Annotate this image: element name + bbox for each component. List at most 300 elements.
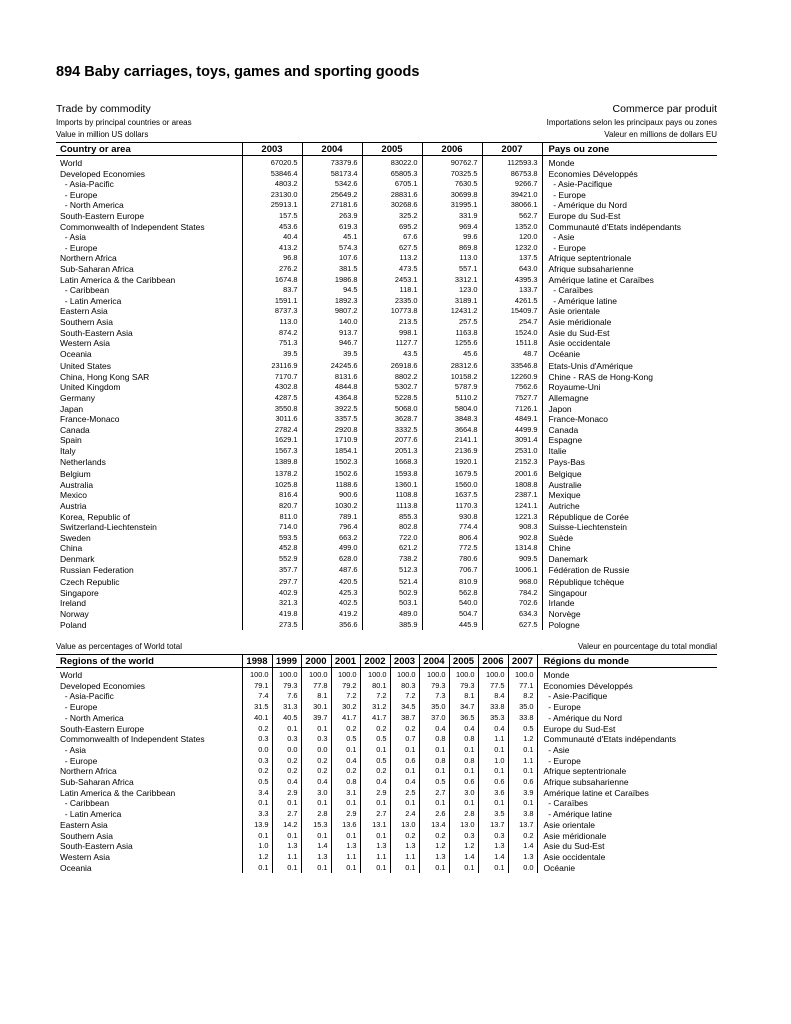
- value-cell: 4287.5: [242, 393, 302, 404]
- row-label-en: Sweden: [60, 532, 91, 543]
- value-cell: 41.7: [331, 713, 360, 724]
- value-cell: 930.8: [422, 512, 482, 523]
- value-cell: 969.4: [422, 222, 482, 233]
- value-cell: 0.1: [301, 724, 331, 735]
- row-label-fr: Communauté d'Etats indépendants: [542, 222, 717, 233]
- value-cell: 118.1: [362, 285, 422, 296]
- value-cell: 452.8: [242, 543, 302, 554]
- row-label-en: South-Eastern Asia: [60, 841, 133, 852]
- value-cell: 0.4: [419, 724, 449, 735]
- value-cell: 2.9: [272, 788, 301, 799]
- value-cell: 7630.5: [422, 179, 482, 190]
- year-column-header: 2004: [302, 143, 362, 156]
- table-row: [56, 713, 717, 724]
- value-cell: 12260.9: [482, 372, 542, 383]
- row-label-en: Western Asia: [60, 338, 110, 349]
- value-cell: 77.1: [508, 681, 537, 692]
- table-row: [56, 222, 717, 233]
- value-cell: 802.8: [362, 522, 422, 533]
- value-cell: 0.1: [508, 745, 537, 756]
- value-cell: 0.1: [390, 745, 419, 756]
- value-cell: 3.0: [449, 788, 478, 799]
- value-cell: 425.3: [302, 588, 362, 599]
- value-cell: 552.9: [242, 554, 302, 565]
- value-cell: 0.4: [331, 756, 360, 767]
- row-label-fr: Irlande: [542, 598, 717, 609]
- row-label-en: Sub-Saharan Africa: [60, 777, 134, 788]
- value-cell: 2.8: [449, 809, 478, 820]
- table-row: [56, 264, 717, 275]
- row-label-en: Developed Economies: [60, 168, 146, 179]
- value-cell: 100.0: [301, 668, 331, 681]
- value-cell: 0.1: [419, 745, 449, 756]
- value-cell: 1.2: [242, 852, 272, 863]
- value-cell: 276.2: [242, 264, 302, 275]
- value-cell: 3332.5: [362, 425, 422, 436]
- value-cell: 473.5: [362, 264, 422, 275]
- value-cell: 0.1: [419, 863, 449, 874]
- value-cell: 67020.5: [242, 156, 302, 169]
- value-cell: 23130.0: [242, 190, 302, 201]
- value-cell: 512.3: [362, 565, 422, 576]
- value-cell: 140.0: [302, 317, 362, 328]
- value-cell: 0.1: [272, 831, 301, 842]
- value-cell: 908.3: [482, 522, 542, 533]
- value-cell: 1.2: [419, 841, 449, 852]
- table-row: [56, 512, 717, 523]
- value-cell: 1.4: [449, 852, 478, 863]
- value-cell: 0.0: [508, 863, 537, 874]
- value-cell: 96.8: [242, 253, 302, 264]
- year-column-header: 2006: [422, 143, 482, 156]
- value-cell: 5110.2: [422, 393, 482, 404]
- value-cell: 0.2: [360, 724, 390, 735]
- table-header-row: [56, 143, 717, 156]
- table-row: [56, 232, 717, 243]
- row-label-fr: - Asie: [537, 745, 717, 756]
- value-cell: 1629.1: [242, 435, 302, 446]
- table-row: [56, 328, 717, 339]
- value-cell: 3550.8: [242, 404, 302, 415]
- value-cell: 0.5: [242, 777, 272, 788]
- value-cell: 2.6: [419, 809, 449, 820]
- value-cell: 13.7: [478, 820, 508, 831]
- value-cell: 0.5: [360, 734, 390, 745]
- value-cell: 1560.0: [422, 480, 482, 491]
- row-label-en: Singapore: [60, 587, 99, 598]
- row-label-fr: Espagne: [542, 435, 717, 446]
- value-cell: 257.5: [422, 317, 482, 328]
- value-cell: 0.1: [478, 863, 508, 874]
- value-cell: 38.7: [390, 713, 419, 724]
- value-cell: 574.3: [302, 243, 362, 254]
- value-cell: 946.7: [302, 338, 362, 349]
- value-cell: 0.1: [390, 766, 419, 777]
- value-cell: 714.0: [242, 522, 302, 533]
- row-label-fr: - Europe: [542, 190, 717, 201]
- value-cell: 28831.6: [362, 190, 422, 201]
- row-label-en: - Asia-Pacific: [60, 179, 114, 190]
- row-label-fr: Asie occidentale: [542, 338, 717, 349]
- value-cell: 30.2: [331, 702, 360, 713]
- value-cell: 0.4: [478, 724, 508, 735]
- value-cell: 453.6: [242, 222, 302, 233]
- value-cell: 820.7: [242, 501, 302, 512]
- value-cell: 3922.5: [302, 404, 362, 415]
- value-cell: 8737.3: [242, 306, 302, 317]
- value-cell: 774.4: [422, 522, 482, 533]
- value-cell: 2531.0: [482, 446, 542, 457]
- row-label-en: Spain: [60, 435, 82, 446]
- value-cell: 796.4: [302, 522, 362, 533]
- value-cell: 900.6: [302, 490, 362, 501]
- table-row: [56, 620, 717, 631]
- value-cell: 634.3: [482, 609, 542, 620]
- row-label-fr: Chine - RAS de Hong-Kong: [542, 372, 717, 383]
- value-cell: 1113.8: [362, 501, 422, 512]
- row-label-en: Commonwealth of Independent States: [60, 734, 205, 745]
- value-cell: 4364.8: [302, 393, 362, 404]
- row-label-en: - Europe: [60, 702, 98, 713]
- value-cell: 79.3: [449, 681, 478, 692]
- value-cell: 4803.2: [242, 179, 302, 190]
- value-cell: 0.7: [390, 734, 419, 745]
- table-row: [56, 565, 717, 576]
- row-label-en: Western Asia: [60, 851, 110, 862]
- value-cell: 0.1: [478, 766, 508, 777]
- row-label-fr: Asie occidentale: [537, 852, 717, 863]
- table-row: [56, 285, 717, 296]
- row-label-en: Commonwealth of Independent States: [60, 221, 205, 232]
- value-cell: 13.9: [242, 820, 272, 831]
- value-cell: 43.5: [362, 349, 422, 360]
- value-cell: 3628.7: [362, 414, 422, 425]
- table-row: [56, 393, 717, 404]
- value-cell: 0.1: [390, 863, 419, 874]
- value-cell: 100.0: [390, 668, 419, 681]
- value-cell: 36.5: [449, 713, 478, 724]
- row-label-fr: Suède: [542, 533, 717, 544]
- table-row: [56, 575, 717, 588]
- value-cell: 0.1: [242, 798, 272, 809]
- value-cell: 100.0: [360, 668, 390, 681]
- value-cell: 45.6: [422, 349, 482, 360]
- value-cell: 1.4: [301, 841, 331, 852]
- row-label-en: World: [60, 670, 83, 680]
- country-column-header: Country or area: [56, 143, 242, 156]
- value-cell: 1.1: [390, 852, 419, 863]
- value-cell: 4395.3: [482, 275, 542, 286]
- value-cell: 487.6: [302, 565, 362, 576]
- row-label-en: United States: [60, 361, 112, 372]
- table-row: [56, 243, 717, 254]
- value-cell: 0.2: [331, 724, 360, 735]
- value-cell: 1567.3: [242, 446, 302, 457]
- value-cell: 1163.8: [422, 328, 482, 339]
- value-cell: 213.5: [362, 317, 422, 328]
- table-row: [56, 480, 717, 491]
- row-label-en: Canada: [60, 424, 90, 435]
- row-label-en: Germany: [60, 393, 95, 404]
- value-cell: 1808.8: [482, 480, 542, 491]
- value-cell: 0.1: [449, 798, 478, 809]
- value-cell: 35.3: [478, 713, 508, 724]
- value-cell: 34.7: [449, 702, 478, 713]
- row-label-en: - Latin America: [60, 295, 122, 306]
- value-cell: 419.8: [242, 609, 302, 620]
- row-label-en: China: [60, 543, 83, 554]
- value-cell: 1710.9: [302, 435, 362, 446]
- value-cell: 1221.3: [482, 512, 542, 523]
- value-cell: 0.1: [508, 766, 537, 777]
- value-cell: 0.4: [301, 777, 331, 788]
- value-cell: 968.0: [482, 575, 542, 588]
- value-cell: 0.4: [449, 724, 478, 735]
- value-cell: 3.4: [242, 788, 272, 799]
- value-cell: 381.5: [302, 264, 362, 275]
- value-cell: 113.2: [362, 253, 422, 264]
- value-cell: 13.0: [390, 820, 419, 831]
- row-label-en: Northern Africa: [60, 253, 117, 264]
- value-cell: 77.5: [478, 681, 508, 692]
- value-cell: 7.3: [419, 691, 449, 702]
- row-label-en: - Asia: [60, 744, 86, 755]
- table-row: [56, 691, 717, 702]
- table-header-row: [56, 655, 717, 668]
- row-label-en: Latin America & the Caribbean: [60, 274, 176, 285]
- value-cell: 7.2: [331, 691, 360, 702]
- value-cell: 0.1: [272, 724, 301, 735]
- value-cell: 133.7: [482, 285, 542, 296]
- value-cell: 1241.1: [482, 501, 542, 512]
- year-column-header: 2003: [242, 143, 302, 156]
- table-row: [56, 745, 717, 756]
- value-cell: 1.1: [331, 852, 360, 863]
- value-cell: 40.1: [242, 713, 272, 724]
- value-cell: 3189.1: [422, 296, 482, 307]
- value-cell: 562.7: [482, 211, 542, 222]
- value-cell: 772.5: [422, 543, 482, 554]
- value-cell: 33.8: [508, 713, 537, 724]
- row-label-fr: - Caraïbes: [537, 798, 717, 809]
- value-cell: 7.6: [272, 691, 301, 702]
- value-cell: 0.2: [272, 766, 301, 777]
- value-cell: 41.7: [360, 713, 390, 724]
- value-cell: 1389.8: [242, 457, 302, 468]
- value-cell: 695.2: [362, 222, 422, 233]
- value-cell: 79.3: [272, 681, 301, 692]
- value-cell: 663.2: [302, 533, 362, 544]
- value-cell: 25913.1: [242, 200, 302, 211]
- value-cell: 31.5: [242, 702, 272, 713]
- value-cell: 13.0: [449, 820, 478, 831]
- value-cell: 1674.8: [242, 275, 302, 286]
- value-cell: 1.3: [331, 841, 360, 852]
- value-cell: 107.6: [302, 253, 362, 264]
- year-column-header: 2006: [478, 655, 508, 668]
- value-cell: 2920.8: [302, 425, 362, 436]
- row-label-fr: Norvège: [542, 609, 717, 620]
- value-cell: 31.2: [360, 702, 390, 713]
- value-cell: 1637.5: [422, 490, 482, 501]
- value-cell: 58173.4: [302, 169, 362, 180]
- value-cell: 113.0: [242, 317, 302, 328]
- row-label-fr: Autriche: [542, 501, 717, 512]
- value-cell: 2.5: [390, 788, 419, 799]
- value-cell: 6705.1: [362, 179, 422, 190]
- value-cell: 30.1: [301, 702, 331, 713]
- value-cell: 83.7: [242, 285, 302, 296]
- table-row: [56, 852, 717, 863]
- row-label-fr: Asie orientale: [542, 306, 717, 317]
- value-cell: 1127.7: [362, 338, 422, 349]
- value-cell: 0.2: [331, 766, 360, 777]
- value-cell: 1.3: [508, 852, 537, 863]
- row-label-en: - Europe: [60, 755, 98, 766]
- value-cell: 0.1: [360, 831, 390, 842]
- value-cell: 593.5: [242, 533, 302, 544]
- value-cell: 2.7: [272, 809, 301, 820]
- value-cell: 7.4: [242, 691, 272, 702]
- value-cell: 24245.6: [302, 359, 362, 372]
- value-cell: 27181.6: [302, 200, 362, 211]
- value-cell: 3.5: [478, 809, 508, 820]
- row-label-en: - Latin America: [60, 809, 122, 820]
- value-cell: 0.4: [272, 777, 301, 788]
- value-cell: 13.6: [331, 820, 360, 831]
- table-row: [56, 200, 717, 211]
- value-cell: 0.4: [390, 777, 419, 788]
- value-cell: 3.1: [331, 788, 360, 799]
- value-cell: 0.5: [419, 777, 449, 788]
- valeur-unit-label: Valeur en millions de dollars EU: [604, 130, 717, 139]
- value-cell: 28312.6: [422, 359, 482, 372]
- value-cell: 86753.8: [482, 169, 542, 180]
- value-cell: 15.3: [301, 820, 331, 831]
- imports-value-table: [56, 142, 717, 630]
- value-cell: 0.3: [478, 831, 508, 842]
- value-cell: 902.8: [482, 533, 542, 544]
- value-cell: 3664.8: [422, 425, 482, 436]
- value-cell: 0.0: [272, 745, 301, 756]
- value-cell: 502.9: [362, 588, 422, 599]
- value-cell: 1188.6: [302, 480, 362, 491]
- row-label-en: - North America: [60, 712, 124, 723]
- table-row: [56, 169, 717, 180]
- table-row: [56, 598, 717, 609]
- value-cell: 1360.1: [362, 480, 422, 491]
- value-cell: 0.8: [449, 734, 478, 745]
- value-cell: 3011.6: [242, 414, 302, 425]
- table-row: [56, 425, 717, 436]
- value-cell: 489.0: [362, 609, 422, 620]
- value-cell: 2.8: [301, 809, 331, 820]
- row-label-fr: - Europe: [537, 702, 717, 713]
- value-cell: 1006.1: [482, 565, 542, 576]
- row-label-fr: Belgique: [542, 467, 717, 480]
- value-cell: 0.0: [242, 745, 272, 756]
- value-cell: 0.1: [478, 798, 508, 809]
- row-label-fr: Afrique subsaharienne: [542, 264, 717, 275]
- row-label-en: Latin America & the Caribbean: [60, 787, 176, 798]
- table-row: [56, 734, 717, 745]
- value-cell: 789.1: [302, 512, 362, 523]
- value-cell: 1170.3: [422, 501, 482, 512]
- value-cell: 0.1: [301, 798, 331, 809]
- value-cell: 40.4: [242, 232, 302, 243]
- value-cell: 1314.8: [482, 543, 542, 554]
- table-row: [56, 501, 717, 512]
- table-row: [56, 414, 717, 425]
- value-cell: 73379.6: [302, 156, 362, 169]
- row-label-fr: Economies Développés: [537, 681, 717, 692]
- value-cell: 1030.2: [302, 501, 362, 512]
- trade-by-commodity-label: Trade by commodity: [56, 103, 151, 115]
- year-column-header: 1998: [242, 655, 272, 668]
- value-cell: 0.6: [390, 756, 419, 767]
- year-column-header: 2001: [331, 655, 360, 668]
- table-row: [56, 296, 717, 307]
- row-label-fr: Etats-Unis d'Amérique: [542, 359, 717, 372]
- value-cell: 621.2: [362, 543, 422, 554]
- value-cell: 8.1: [449, 691, 478, 702]
- row-label-en: - Asia-Pacific: [60, 691, 114, 702]
- table-row: [56, 253, 717, 264]
- table-row: [56, 490, 717, 501]
- value-cell: 7562.6: [482, 382, 542, 393]
- table-row: [56, 609, 717, 620]
- table-row: [56, 668, 717, 681]
- value-cell: 627.5: [482, 620, 542, 631]
- value-cell: 1.3: [478, 841, 508, 852]
- row-label-en: Switzerland-Liechtenstein: [60, 522, 157, 533]
- row-label-en: Italy: [60, 446, 76, 457]
- row-label-fr: Océanie: [542, 349, 717, 360]
- row-label-fr: Pologne: [542, 620, 717, 631]
- row-label-fr: Monde: [537, 668, 717, 681]
- table-row: [56, 435, 717, 446]
- value-cell: 2.7: [360, 809, 390, 820]
- row-label-en: Developed Economies: [60, 680, 146, 691]
- row-label-fr: Communauté d'Etats indépendants: [537, 734, 717, 745]
- row-label-fr: Asie du Sud-Est: [537, 841, 717, 852]
- value-cell: 0.3: [242, 756, 272, 767]
- value-cell: 504.7: [422, 609, 482, 620]
- value-cell: 0.2: [242, 766, 272, 777]
- row-label-fr: - Caraïbes: [542, 285, 717, 296]
- value-cell: 0.1: [360, 745, 390, 756]
- row-label-fr: Economies Développés: [542, 169, 717, 180]
- table-row: [56, 554, 717, 565]
- value-cell: 357.7: [242, 565, 302, 576]
- value-cell: 1.1: [360, 852, 390, 863]
- value-cell: 2141.1: [422, 435, 482, 446]
- value-cell: 503.1: [362, 598, 422, 609]
- value-cell: 1.0: [242, 841, 272, 852]
- value-cell: 557.1: [422, 264, 482, 275]
- value-cell: 0.1: [331, 831, 360, 842]
- value-cell: 420.5: [302, 575, 362, 588]
- table-row: [56, 306, 717, 317]
- value-cell: 100.0: [242, 668, 272, 681]
- value-cell: 13.7: [508, 820, 537, 831]
- value-cell: 30268.6: [362, 200, 422, 211]
- value-cell: 413.2: [242, 243, 302, 254]
- row-label-en: South-Eastern Asia: [60, 327, 133, 338]
- value-cell: 0.5: [508, 724, 537, 735]
- row-label-en: Northern Africa: [60, 766, 117, 777]
- value-cell: 0.8: [449, 756, 478, 767]
